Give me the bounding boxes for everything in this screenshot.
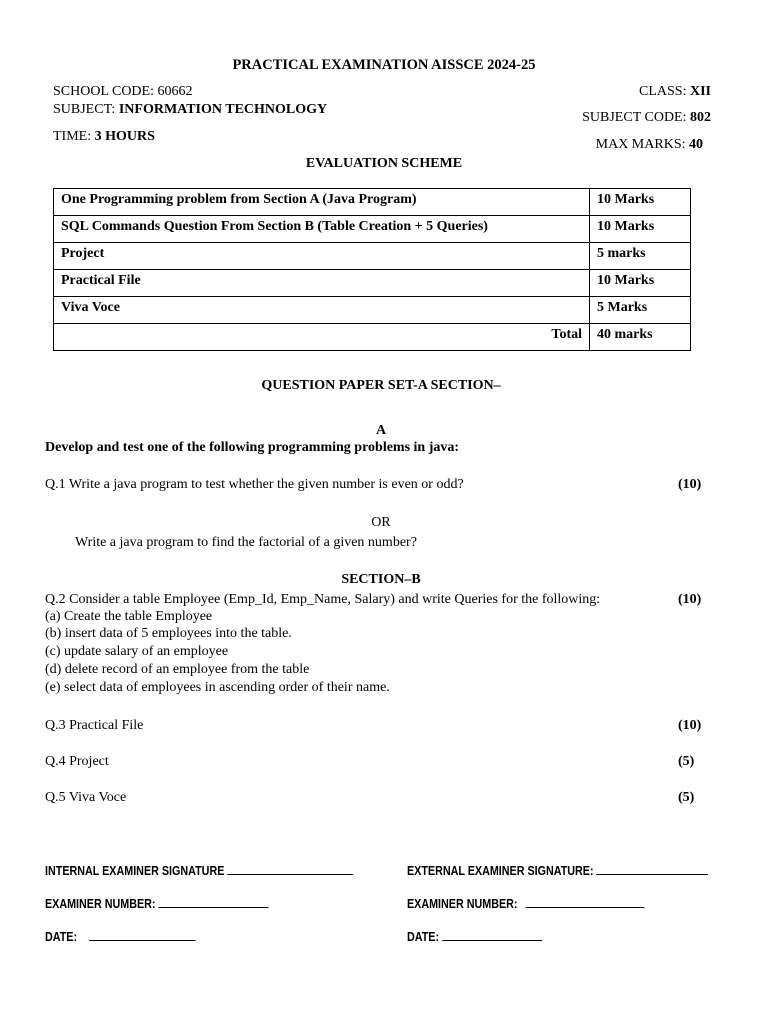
table-cell-item: One Programming problem from Section A (Java Program) [54, 189, 590, 216]
table-cell-item: Project [54, 243, 590, 270]
internal-examiner-number [45, 895, 269, 911]
date-line [89, 928, 196, 941]
external-examiner-number [407, 895, 644, 911]
table-cell-marks: 5 Marks [590, 297, 691, 324]
table-row [54, 189, 691, 216]
question-1-alternative: Write a java program to find the factorial of a given number? [75, 535, 417, 550]
max-marks-value: 40 [689, 137, 703, 152]
class-value: XII [689, 84, 711, 99]
question-2-part: (d) delete record of an employee from the table [45, 662, 310, 677]
examiner-number-label: EXAMINER NUMBER: [407, 897, 518, 911]
max-marks [596, 137, 703, 153]
max-marks-label: MAX MARKS: [595, 137, 689, 152]
question-3: Q.3 Practical File [45, 718, 144, 733]
external-signature-label: EXTERNAL EXAMINER SIGNATURE: [407, 864, 594, 878]
internal-date [45, 928, 195, 944]
question-4-marks: (5) [678, 754, 695, 769]
set-heading: QUESTION PAPER SET-A SECTION– [261, 378, 501, 393]
examiner-number-label: EXAMINER NUMBER: [45, 897, 156, 911]
question-3-marks: (10) [678, 718, 702, 733]
signature-line [597, 862, 709, 875]
school-code-label: SCHOOL CODE: [53, 84, 158, 99]
examiner-number-line [158, 895, 268, 908]
table-row [54, 243, 691, 270]
section-b-heading: SECTION–B [341, 572, 421, 587]
subject-label: SUBJECT: [53, 102, 119, 117]
question-2-part: (a) Create the table Employee [45, 609, 213, 624]
date-label: DATE: [45, 930, 78, 944]
examiner-number-line [526, 895, 645, 908]
subject-code [582, 110, 711, 126]
table-cell-marks: 5 marks [590, 243, 691, 270]
table-row [54, 270, 691, 297]
table-cell-marks: 10 Marks [590, 189, 691, 216]
table-cell-marks: 10 Marks [590, 216, 691, 243]
subject [53, 102, 327, 118]
time-label: TIME: [53, 129, 95, 144]
evaluation-heading: EVALUATION SCHEME [305, 156, 463, 171]
evaluation-table [53, 188, 691, 351]
subject-code-value: 802 [690, 110, 711, 125]
question-2-marks: (10) [678, 592, 702, 607]
external-date [407, 928, 542, 944]
table-cell-marks: 10 Marks [590, 270, 691, 297]
total-label: Total [54, 324, 590, 351]
question-2-part: (b) insert data of 5 employees into the table. [45, 626, 292, 641]
question-5-marks: (5) [678, 790, 695, 805]
question-1: Q.1 Write a java program to test whether the given number is even or odd? [45, 477, 464, 492]
total-value: 40 marks [590, 324, 691, 351]
table-row [54, 216, 691, 243]
time [53, 129, 155, 145]
or-label: OR [371, 515, 391, 530]
question-5: Q.5 Viva Voce [45, 790, 127, 805]
class [639, 84, 711, 100]
table-cell-item: Practical File [54, 270, 590, 297]
question-2-part: (c) update salary of an employee [45, 644, 229, 659]
signature-line [227, 862, 353, 875]
page-title: PRACTICAL EXAMINATION AISSCE 2024-25 [232, 57, 536, 73]
internal-examiner-signature [45, 862, 353, 878]
question-2: Q.2 Consider a table Employee (Emp_Id, Emp_Name, Salary) and write Queries for the following: [45, 592, 601, 607]
question-4: Q.4 Project [45, 754, 109, 769]
school-code [53, 84, 193, 100]
subject-code-label: SUBJECT CODE: [582, 110, 690, 125]
table-cell-item: Viva Voce [54, 297, 590, 324]
subject-value: INFORMATION TECHNOLOGY [118, 102, 328, 117]
question-1-marks: (10) [678, 477, 702, 492]
time-value: 3 HOURS [94, 129, 155, 144]
section-a-heading: A [375, 423, 387, 438]
class-label: CLASS: [639, 84, 690, 99]
internal-signature-label: INTERNAL EXAMINER SIGNATURE [45, 864, 225, 878]
section-a-instruction: Develop and test one of the following programming problems in java: [45, 440, 460, 455]
external-examiner-signature [407, 862, 708, 878]
date-label: DATE: [407, 930, 440, 944]
date-line [442, 928, 542, 941]
table-row [54, 297, 691, 324]
table-cell-item: SQL Commands Question From Section B (Table Creation + 5 Queries) [54, 216, 590, 243]
table-total-row [54, 324, 691, 351]
school-code-value: 60662 [157, 84, 193, 99]
question-2-part: (e) select data of employees in ascending order of their name. [45, 680, 390, 695]
